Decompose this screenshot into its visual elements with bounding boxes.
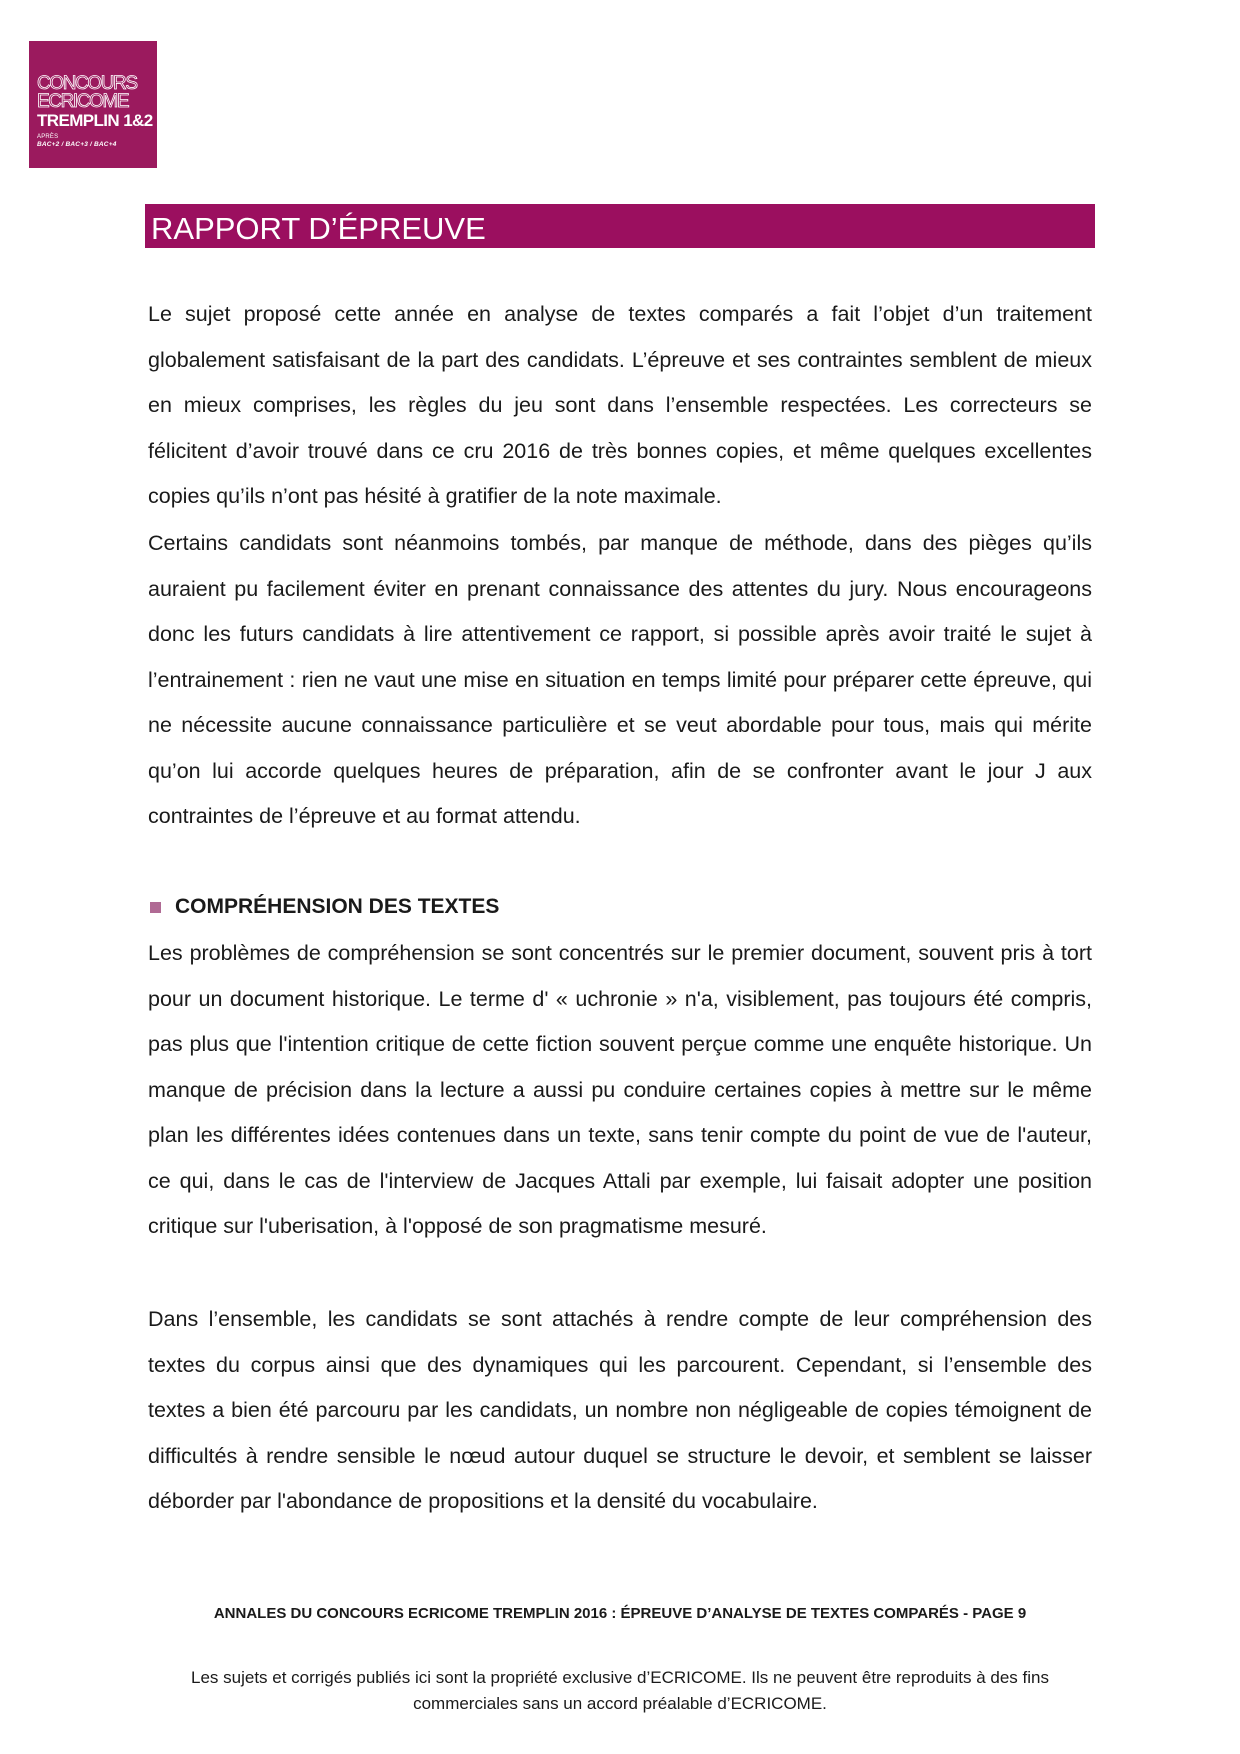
section-heading-label: COMPRÉHENSION DES TEXTES xyxy=(175,895,500,918)
page-title: RAPPORT D’ÉPREUVE xyxy=(145,204,1095,248)
paragraph-ensemble: Dans l’ensemble, les candidats se sont attachés à rendre compte de leur compréhension des textes du corpus ainsi que des dynamiques qui les parcourent. Cependant, si l’ensemble des textes a bien été parcouru par les candidats, un nombre non négligeable de copies témoignent de difficultés à rendre sensible le nœud autour duquel se structure le devoir, et semblent se laisser déborder par l'abondance de propositions et la densité du vocabulaire. xyxy=(148,1307,1092,1513)
section-heading xyxy=(150,889,499,925)
ecricome-logo xyxy=(29,41,157,168)
logo-line-bac: BAC+2 / BAC+3 / BAC+4 xyxy=(37,141,117,148)
paragraph-methode: Certains candidats sont néanmoins tombés, par manque de méthode, dans des pièges qu’ils auraient pu facilement éviter en prenant connaissance des attentes du jury. Nous encourageons donc les futurs candidats à lire attentivement ce rapport, si possible après avoir traité le sujet à l’entrainement : rien ne vaut une mise en situation en temps limité pour préparer cette épreuve, qui ne nécessite aucune connaissance particulière et se veut abordable pour tous, mais qui mérite qu’on lui accorde quelques heures de préparation, afin de se confronter avant le jour J aux contraintes de l’épreuve et au format attendu. xyxy=(148,531,1092,828)
logo-line-ecricome: ECRICOME xyxy=(37,91,129,112)
footer-copyright-note: Les sujets et corrigés publiés ici sont la propriété exclusive d’ECRICOME. Ils ne peuvent être reproduits à des fins commerciales sans un accord préalable d’ECRICOME. xyxy=(191,1668,1049,1713)
footer-title: ANNALES DU CONCOURS ECRICOME TREMPLIN 2016 : ÉPREUVE D’ANALYSE DE TEXTES COMPARÉS - PAGE 9 xyxy=(213,1605,1027,1622)
logo-line-concours: CONCOURS xyxy=(37,73,137,94)
square-bullet-icon xyxy=(150,902,161,913)
logo-line-tremplin: TREMPLIN 1&2 xyxy=(37,111,153,130)
logo-line-apres: APRÈS xyxy=(37,134,59,140)
paragraph-comprehension: Les problèmes de compréhension se sont concentrés sur le premier document, souvent pris à tort pour un document historique. Le terme d' « uchronie » n'a, visiblement, pas toujours été compris, pas plus que l'intention critique de cette fiction souvent perçue comme une enquête historique. Un manque de précision dans la lecture a aussi pu conduire certaines copies à mettre sur le même plan les différentes idées contenues dans un texte, sans tenir compte du point de vue de l'auteur, ce qui, dans le cas de l'interview de Jacques Attali par exemple, lui faisait adopter une position critique sur l'uberisation, à l'opposé de son pragmatisme mesuré. xyxy=(148,941,1092,1238)
paragraph-intro: Le sujet proposé cette année en analyse de textes comparés a fait l’objet d’un traitement globalement satisfaisant de la part des candidats. L’épreuve et ses contraintes semblent de mieux en mieux comprises, les règles du jeu sont dans l’ensemble respectées. Les correcteurs se félicitent d’avoir trouvé dans ce cru 2016 de très bonnes copies, et même quelques excellentes copies qu’ils n’ont pas hésité à gratifier de la note maximale. xyxy=(148,302,1092,508)
